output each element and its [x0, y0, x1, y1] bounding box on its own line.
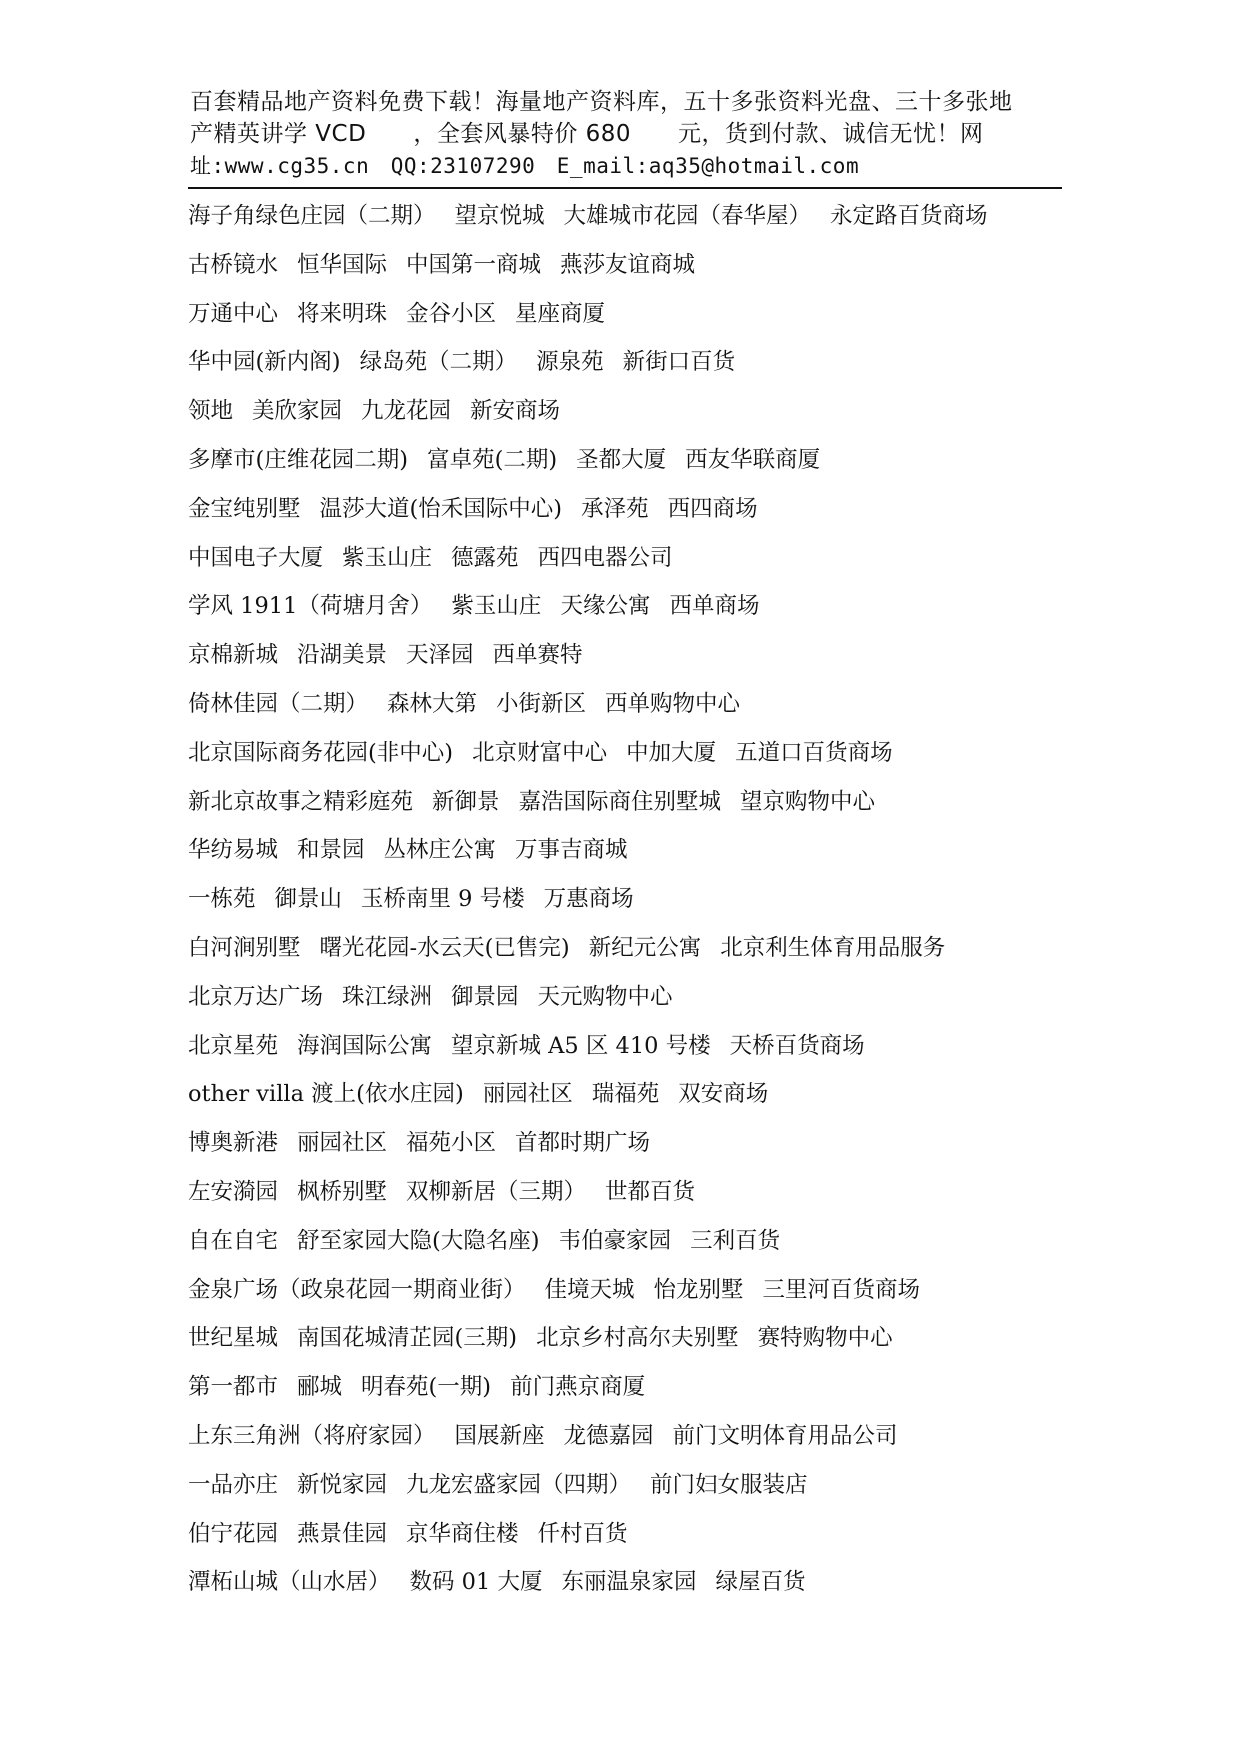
list-item: 九龙宏盛家园（四期） — [406, 1471, 632, 1498]
list-item: 西单商场 — [669, 593, 760, 620]
list-item: 中国第一商城 — [406, 251, 542, 278]
list-item: 世都百货 — [605, 1178, 696, 1205]
list-item: 御景山 — [274, 886, 343, 913]
list-row — [188, 1318, 1068, 1367]
header-line-3: 址:www.cg35.cn QQ:23107290 E_mail:aq35@hotmail.com — [190, 154, 860, 178]
list-item: 永定路百货商场 — [830, 203, 988, 229]
list-item: 丛林庄公寓 — [383, 837, 497, 864]
list-row — [188, 538, 1068, 587]
list-item: 新街口百货 — [622, 349, 736, 376]
list-item: 中国电子大厦 — [188, 544, 324, 571]
list-item: 金泉广场（政泉花园一期商业街） — [188, 1276, 526, 1303]
list-item: 倚林佳园（二期） — [188, 690, 369, 717]
list-item: 海润国际公寓 — [297, 1032, 433, 1059]
list-item: 瑞福苑 — [591, 1081, 660, 1108]
list-item: 紫玉山庄 — [342, 544, 433, 571]
list-row — [188, 830, 1068, 879]
list-item: 韦伯豪家园 — [558, 1227, 672, 1254]
list-item: 三里河百货商场 — [762, 1276, 921, 1303]
list-item: 华纺易城 — [188, 837, 279, 864]
list-item: 世纪星城 — [188, 1325, 279, 1352]
list-row — [188, 196, 1068, 245]
list-item: 曙光花园-水云天(已售完) — [319, 934, 570, 961]
list-item: 学风 1911（荷塘月舍） — [188, 593, 433, 620]
list-item: 仟村百货 — [537, 1520, 628, 1547]
list-item: 新安商场 — [470, 398, 561, 425]
list-item: 龙德嘉园 — [563, 1422, 654, 1449]
list-item: 明春苑(一期) — [361, 1374, 492, 1401]
list-row — [188, 294, 1068, 343]
list-item: 福苑小区 — [406, 1130, 497, 1157]
list-item: 九龙花园 — [361, 398, 452, 425]
list-item: 多摩市(庄维花园二期) — [188, 446, 409, 473]
list-row — [188, 1074, 1068, 1123]
list-row — [188, 635, 1068, 684]
header-divider — [188, 187, 1062, 189]
list-item: 沿湖美景 — [297, 642, 388, 669]
list-item: 三利百货 — [690, 1227, 781, 1254]
list-item: 西四电器公司 — [537, 544, 673, 571]
list-item: 古桥镜水 — [188, 251, 279, 278]
list-row — [188, 1562, 1068, 1611]
list-item: 国展新座 — [454, 1422, 545, 1449]
list-item: 德露苑 — [451, 544, 519, 571]
list-item: 温莎大道(怡禾国际中心) — [319, 495, 563, 522]
list-item: 万通中心 — [188, 300, 279, 327]
list-item: 西四商场 — [667, 495, 758, 522]
list-item: 一品亦庄 — [188, 1471, 279, 1498]
list-item: 美欣家园 — [252, 398, 343, 425]
list-item: 数码 01 大厦 — [409, 1569, 543, 1596]
list-row — [188, 684, 1068, 733]
list-item: 东丽温泉家园 — [561, 1569, 697, 1596]
list-item: 天桥百货商场 — [729, 1032, 865, 1059]
list-item: 舒至家园大隐(大隐名座) — [297, 1227, 540, 1254]
list-item: 佳境天城 — [544, 1276, 635, 1303]
list-item: 双安商场 — [678, 1081, 769, 1108]
list-item: 小街新区 — [496, 690, 587, 717]
list-item: other villa 渡上(依水庄园) — [188, 1081, 464, 1108]
list-row — [188, 440, 1068, 489]
list-row — [188, 1416, 1068, 1465]
list-item: 丽园社区 — [482, 1081, 573, 1108]
list-item: 北京利生体育用品服务 — [720, 934, 946, 961]
list-item: 珠江绿洲 — [342, 983, 433, 1010]
list-item: 金宝纯别墅 — [188, 495, 301, 522]
list-item: 绿屋百货 — [715, 1569, 806, 1596]
list-item: 将来明珠 — [297, 300, 388, 327]
list-item: 万惠商场 — [543, 886, 634, 913]
list-item: 京华商住楼 — [406, 1520, 519, 1547]
list-row — [188, 928, 1068, 977]
list-item: 第一都市 — [188, 1374, 279, 1401]
list-item: 嘉浩国际商住别墅城 — [518, 788, 722, 815]
list-item: 大雄城市花园（春华屋） — [563, 203, 812, 229]
list-item: 天泽园 — [406, 642, 474, 669]
list-item: 赛特购物中心 — [757, 1325, 893, 1352]
page-header — [190, 86, 1062, 182]
list-row — [188, 586, 1068, 635]
list-item: 左安漪园 — [188, 1178, 279, 1205]
header-line-2: 产精英讲学 VCD ，全套风暴特价 680 元，货到付款、诚信无忧！网 — [190, 121, 984, 147]
list-item: 京棉新城 — [188, 642, 279, 669]
list-item: 双柳新居（三期） — [406, 1178, 587, 1205]
list-item: 中加大厦 — [626, 739, 717, 766]
list-item: 望京购物中心 — [740, 788, 876, 815]
property-list — [188, 196, 1068, 1611]
list-row — [188, 1123, 1068, 1172]
list-row — [188, 1172, 1068, 1221]
list-item: 西单赛特 — [492, 642, 583, 669]
list-item: 北京乡村高尔夫别墅 — [536, 1325, 739, 1352]
list-item: 新纪元公寓 — [588, 934, 702, 961]
list-item: 上东三角洲（将府家园） — [188, 1422, 436, 1449]
list-item: 北京国际商务花园(非中心) — [188, 739, 454, 766]
list-item: 郦城 — [297, 1374, 343, 1401]
list-item: 华中园(新内阁) — [188, 349, 341, 376]
list-item: 白河涧别墅 — [188, 934, 301, 961]
list-row — [188, 782, 1068, 831]
list-item: 新北京故事之精彩庭苑 — [188, 788, 414, 815]
list-item: 圣都大厦 — [576, 446, 667, 473]
list-row — [188, 733, 1068, 782]
list-item: 恒华国际 — [297, 251, 388, 278]
list-item: 北京星苑 — [188, 1032, 279, 1059]
list-item: 前门燕京商厦 — [510, 1374, 646, 1401]
list-row — [188, 1270, 1068, 1319]
list-item: 承泽苑 — [581, 495, 649, 522]
list-item: 北京财富中心 — [472, 739, 608, 766]
list-item: 玉桥南里 9 号楼 — [361, 886, 525, 913]
list-item: 新悦家园 — [297, 1471, 388, 1498]
list-item: 博奥新港 — [188, 1130, 279, 1157]
list-item: 紫玉山庄 — [451, 593, 542, 620]
list-row — [188, 879, 1068, 928]
list-item: 森林大第 — [387, 690, 478, 717]
list-item: 北京万达广场 — [188, 983, 324, 1010]
list-row — [188, 342, 1068, 391]
list-item: 枫桥别墅 — [297, 1178, 388, 1205]
list-row — [188, 245, 1068, 294]
list-item: 星座商厦 — [515, 300, 606, 327]
list-item: 绿岛苑（二期） — [359, 349, 518, 376]
list-row — [188, 489, 1068, 538]
header-line-1: 百套精品地产资料免费下载！海量地产资料库，五十多张资料光盘、三十多张地 — [190, 89, 1013, 115]
list-row — [188, 1221, 1068, 1270]
list-item: 海子角绿色庄园（二期） — [188, 203, 436, 229]
list-item: 天元购物中心 — [537, 983, 673, 1010]
list-item: 望京新城 A5 区 410 号楼 — [451, 1032, 711, 1059]
list-item: 丽园社区 — [297, 1130, 388, 1157]
list-row — [188, 391, 1068, 440]
list-item: 前门妇女服装店 — [650, 1471, 808, 1498]
list-item: 自在自宅 — [188, 1227, 279, 1254]
list-item: 新御景 — [432, 788, 500, 815]
list-item: 和景园 — [297, 837, 365, 864]
list-item: 西单购物中心 — [605, 690, 741, 717]
list-item: 富卓苑(二期) — [427, 446, 558, 473]
list-item: 天缘公寓 — [560, 593, 651, 620]
list-item: 金谷小区 — [406, 300, 497, 327]
list-row — [188, 1514, 1068, 1563]
list-item: 五道口百货商场 — [735, 739, 893, 766]
list-item: 御景园 — [451, 983, 519, 1010]
list-item: 西友华联商厦 — [685, 446, 821, 473]
list-item: 一栋苑 — [188, 886, 256, 913]
list-item: 望京悦城 — [454, 203, 545, 229]
list-item: 源泉苑 — [536, 349, 604, 376]
list-item: 怡龙别墅 — [653, 1276, 744, 1303]
list-item: 首都时期广场 — [515, 1130, 651, 1157]
list-item: 伯宁花园 — [188, 1520, 279, 1547]
list-row — [188, 1367, 1068, 1416]
list-item: 南国花城清芷园(三期) — [297, 1325, 518, 1352]
list-row — [188, 1465, 1068, 1514]
list-item: 燕莎友谊商城 — [560, 251, 696, 278]
list-item: 潭柘山城（山水居） — [188, 1569, 391, 1596]
list-row — [188, 977, 1068, 1026]
list-item: 万事吉商城 — [515, 837, 628, 864]
list-item: 燕景佳园 — [297, 1520, 388, 1547]
list-item: 领地 — [188, 398, 234, 425]
list-row — [188, 1026, 1068, 1075]
list-item: 前门文明体育用品公司 — [672, 1422, 898, 1449]
